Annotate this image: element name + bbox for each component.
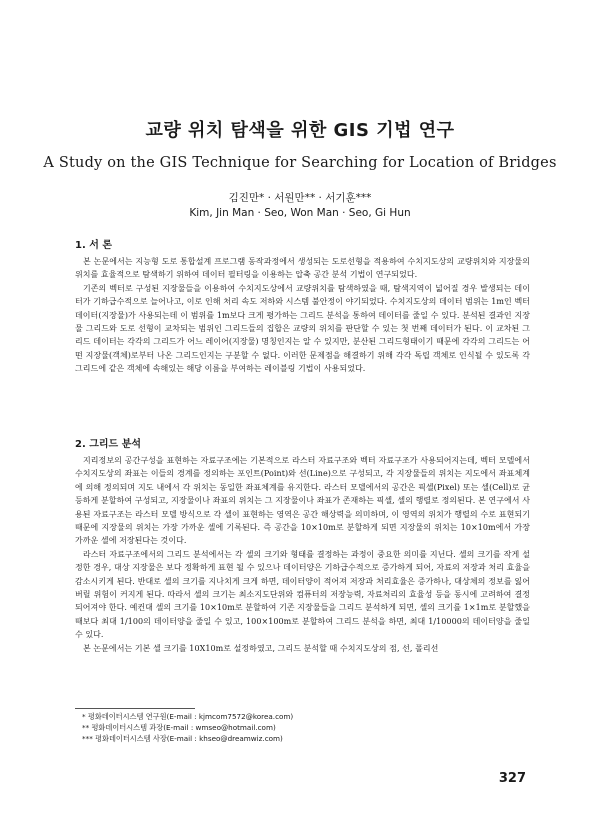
page-number: 327 <box>498 771 526 786</box>
footnote-divider <box>75 708 195 709</box>
authors-english: Kim, Jin Man · Seo, Won Man · Seo, Gi Hun <box>189 207 411 219</box>
section-introduction <box>75 236 530 376</box>
section-grid-analysis <box>75 435 530 655</box>
paragraph: 본 논문에서는 지능형 도로 통합설계 프로그램 동작과정에서 생성되는 도로선형을 적용하여 수치지도상의 교량위치와 지장물의 위치를 효율적으로 탐색하기 위하여 데이터 필터링을 이용하는 압축 공간 분석 기법이 연구되었다. <box>75 257 530 280</box>
paragraph: 지리정보의 공간구성을 표현하는 자료구조에는 기본적으로 라스터 자료구조와 벡터 자료구조가 사용되어지는데, 벡터 모델에서 수치지도상의 좌표는 이들의 경계를 정의하는 포인트(Point)와 선(Line)으로 구성되고, 각 지장물들의 위치는 지도에서 좌표체계에 의해 정의되며 지도 내에서 각 위치는 동일한 좌표체계를 유지한다. 라스터 모델에서의 공간은 픽셀(Pixel) 또는 셀(Cell)로 균등하게 분할하여 구성되고, 지장물이나 좌표의 위치는 그 지장물이나 좌표가 존재하는 픽셀, 셀의 행렬로 정의된다. 본 연구에서 사용된 자료구조는 라스터 모델 방식으로 각 셀이 표현하는 영역은 공간 해상력을 의미하며, 이 영역의 위치가 행렬의 수로 표현되기 때문에 지장물의 위치는 가장 가까운 셀에 기록된다. 즉 공간을 10×10m로 분할하게 되면 지장물의 위치는 10×10m에서 가장 가까운 셀에 저장된다는 것이다. <box>75 456 530 546</box>
section-heading: 2. 그리드 분석 <box>75 439 142 450</box>
section-heading: 1. 서 론 <box>75 240 113 251</box>
footnote: ** 평화데이터시스템 과장(E-mail : wmseo@hotmail.com) <box>82 723 276 732</box>
paragraph: 라스터 자료구조에서의 그리드 분석에서는 각 셀의 크기와 형태를 결정하는 과정이 중요한 의미를 지닌다. 셀의 크기를 작게 설정한 경우, 대상 지장물은 보다 정확하게 표현 될 수 있으나 데이터양은 기하급수적으로 증가하게 되어, 자료의 저장과 처리 효율을 감소시키게 된다. 반대로 셀의 크기를 지나치게 크게 하면, 데이터양이 적어져 저장과 처리효율은 증가하나, 대상체의 정보를 잃어버릴 위험이 커지게 된다. 따라서 셀의 크기는 최소지도단위와 컴퓨터의 저장능력, 자료처리의 효율성 등을 동시에 고려하여 결정되어져야 한다. 예컨대 셀의 크기를 10×10m로 분할하여 기존 지장물들을 그리드 분석하게 되면, 셀의 크기를 1×1m로 분할했을 때보다 최대 1/100의 데이터양을 줄일 수 있고, 100×100m로 분할하여 그리드 분석을 하면, 최대 1/10000의 데이터양을 줄일 수 있다. <box>75 549 530 640</box>
paragraph: 기존의 벡터로 구성된 지장물들을 이용하여 수치지도상에서 교량위치를 탐색하였을 때, 탐색지역이 넓어질 경우 발생되는 데이터가 기하급수적으로 늘어나고, 이로 인해 처리 속도 저하와 시스템 불안정이 야기되었다. 수치지도상의 데이터 범위는 1m인 벡터 데이터(지장물)가 사용되는데 이 범위를 1m보다 크게 평가하는 그리드 분석을 통하여 데이터를 줄일 수 있다. 분석된 결과인 지장물 그리드와 도로 선형이 교차되는 범위인 그리드들의 집합은 교량의 위치를 판단할 수 있는 첫 번째 데이터가 된다. 이 교차된 그리드 데이터는 각각의 그리드가 어느 레이어(지장물) 명칭인지는 알 수 있지만, 분산된 그리드형태이기 때문에 각각의 그리드는 어떤 지장물(객체)로부터 나온 그리드인지는 구분할 수 없다. 이러한 문제점을 해결하기 위해 각각 독립 객체로 인식될 수 있도록 각 그리드에 같은 객체에 속해있는 해당 이름을 부여하는 레이블링 기법이 사용되었다. <box>75 283 530 374</box>
footnotes <box>82 711 522 744</box>
authors-korean: 김진만* · 서원만** · 서기훈*** <box>228 192 372 204</box>
paragraph: 본 논문에서는 기본 셀 크기를 10X10m로 설정하였고, 그리드 분석할 때 수치지도상의 점, 선, 폴리선 <box>83 643 439 653</box>
footnote: * 평화데이터시스템 연구원(E-mail : kjmcom7572@korea.com) <box>82 712 294 721</box>
title-english: A Study on the GIS Technique for Searching for Location of Bridges <box>43 155 557 171</box>
title-korean: 교량 위치 탐색을 위한 GIS 기법 연구 <box>145 120 455 141</box>
footnote: *** 평화데이터시스템 사장(E-mail : khseo@dreamwiz.com) <box>82 734 283 743</box>
